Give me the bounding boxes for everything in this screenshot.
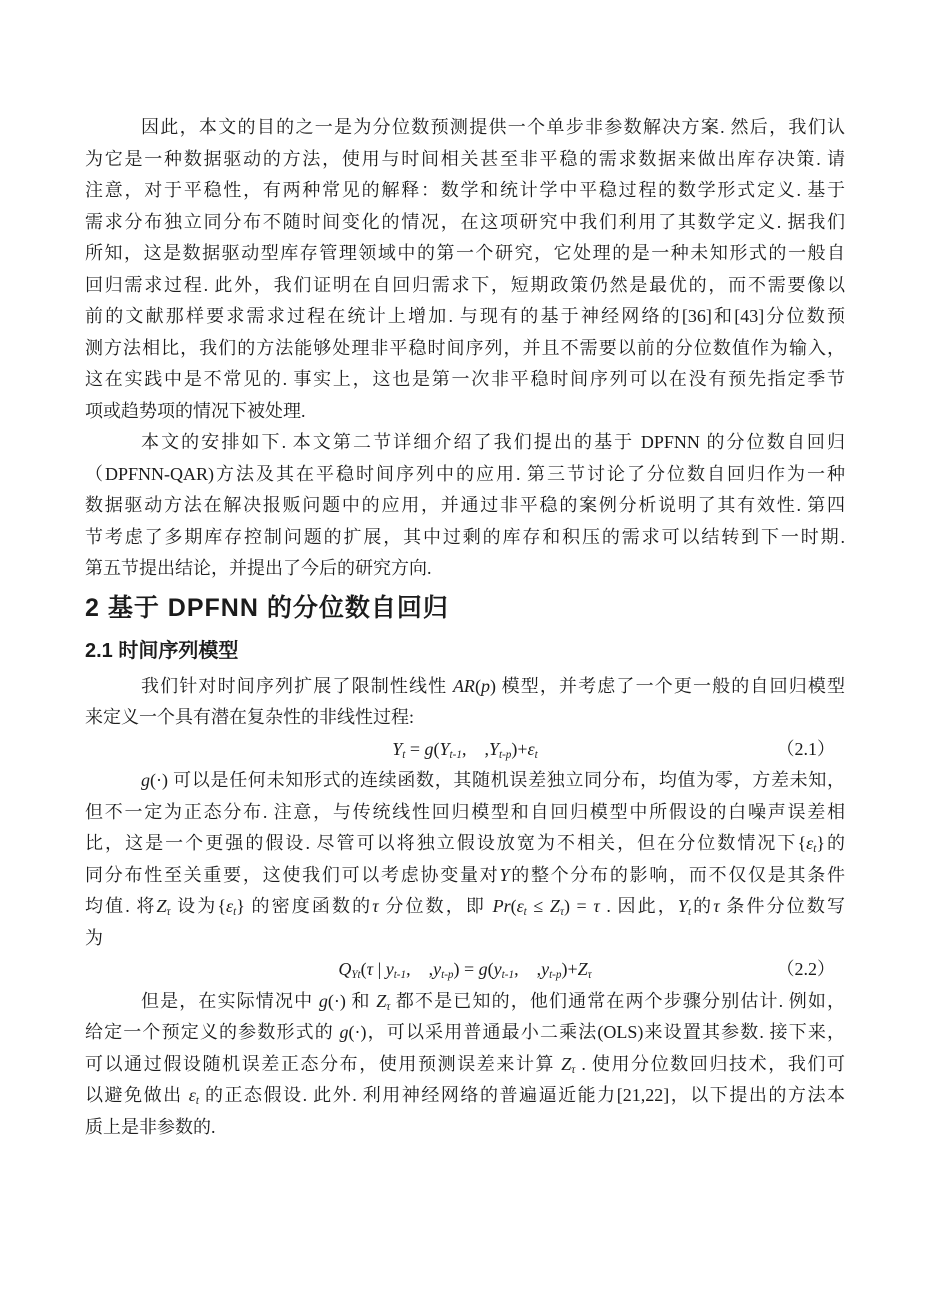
formula-2-1: $Y_t = g(Y_{t-1}$, $,Y_{t-p})+\varepsilon_t$ <box>392 738 538 761</box>
text-line: （DPFNN-QAR)方法及其在平稳时间序列中的应用. 第三节讨论了分位数自回归作为一种 <box>85 463 845 484</box>
formula-2-2: $Q_{Yt}(\tau$ | $y_{t-1}$, $,y_{t-p}) = g(y_{t-1}$, $,y_{t-p})+Z_\tau$ <box>338 959 592 982</box>
text-line: 以避免做出 $\varepsilon_t$ 的正态假设. 此外. 利用神经网络的普遍逼近能力[21,22]，以下提出的方法本 <box>85 1085 845 1108</box>
text-line: 比，这是一个更强的假设. 尽管可以将独立假设放宽为不相关，但在分位数情况下$\{\varepsilon_t\}$的 <box>85 833 846 856</box>
paragraph-model-intro <box>85 671 845 734</box>
text-line: 测方法相比，我们的方法能够处理非平稳时间序列，并且不需要以前的分位数值作为输入， <box>85 337 845 358</box>
text-line: 项或趋势项的情况下被处理. <box>85 400 306 421</box>
paragraph-estimation <box>85 986 845 1144</box>
text-line: 前的文献那样要求需求过程在统计上增加. 与现有的基于神经网络的[36]和[43]分位数预 <box>85 306 845 326</box>
paragraph-g-function <box>85 765 845 954</box>
text-line: 第五节提出结论，并提出了今后的研究方向. <box>85 558 432 578</box>
text-line: 来定义一个具有潜在复杂性的非线性过程: <box>85 707 414 727</box>
paragraph-outline <box>85 427 845 585</box>
paragraph-purpose <box>85 112 845 427</box>
text-line: 为 <box>85 927 103 948</box>
text-line: 可以通过假设随机误差正态分布，使用预测误差来计算 $Z_\tau$ . 使用分位数回归技术，我们可 <box>85 1053 845 1076</box>
section-heading: 2 基于 DPFNN 的分位数自回归 <box>85 593 449 622</box>
text-line: 需求分布独立同分布不随时间变化的情况，在这项研究中我们利用了其数学定义. 据我们 <box>85 211 845 232</box>
text-line: 这在实践中是不常见的. 事实上，这也是第一次非平稳时间序列可以在没有预先指定季节 <box>85 369 845 389</box>
text-line: 所知，这是数据驱动型库存管理领域中的第一个研究，它处理的是一种未知形式的一般自 <box>85 243 845 263</box>
text-line: 给定一个预定义的参数形式的 g(·)，可以采用普通最小二乘法(OLS)来设置其参数. 接下来， <box>85 1022 845 1042</box>
text-line: 回归需求过程. 此外，我们证明在自回归需求下，短期政策仍然是最优的，而不需要像以 <box>85 274 845 295</box>
subsection-heading: 2.1 时间序列模型 <box>85 639 239 662</box>
text-line: 我们针对时间序列扩展了限制性线性 AR(p) 模型，并考虑了一个更一般的自回归模型 <box>141 675 846 696</box>
equation-number-2-1: （2.1） <box>776 738 835 759</box>
text-line: 同分布性至关重要，这使我们可以考虑协变量对Y的整个分布的影响，而不仅仅是其条件 <box>85 864 846 885</box>
text-line: 均值. 将$Z_\tau$ 设为$\{\varepsilon_t\}$ 的密度函数的τ 分位数，即 $Pr(\varepsilon_t \le Z_\tau) = \tau$ . 因此，$Y_t$的τ 条件分位数写 <box>85 896 845 919</box>
text-line: 为它是一种数据驱动的方法，使用与时间相关甚至非平稳的需求数据来做出库存决策. 请 <box>85 148 845 169</box>
equation-2-2 <box>85 954 845 986</box>
text-line: 本文的安排如下. 本文第二节详细介绍了我们提出的基于 DPFNN 的分位数自回归 <box>141 432 845 452</box>
text-line: 节考虑了多期库存控制问题的扩展，其中过剩的库存和积压的需求可以结转到下一时期. <box>85 526 845 547</box>
text-line: 但不一定为正态分布. 注意，与传统线性回归模型和自回归模型中所假设的白噪声误差相 <box>85 801 845 822</box>
equation-2-1 <box>85 734 845 766</box>
text-line: 注意，对于平稳性，有两种常见的解释：数学和统计学中平稳过程的数学形式定义. 基于 <box>85 180 845 200</box>
text-line: 但是，在实际情况中 g(·) 和 $Z_\tau$ 都不是已知的，他们通常在两个步骤分别估计. 例如， <box>141 990 846 1013</box>
text-line: 数据驱动方法在解决报贩问题中的应用，并通过非平稳的案例分析说明了其有效性. 第四 <box>85 495 845 515</box>
equation-number-2-2: （2.2） <box>776 959 835 979</box>
text-line: 质上是非参数的. <box>85 1116 216 1137</box>
text-line: 因此，本文的目的之一是为分位数预测提供一个单步非参数解决方案. 然后，我们认 <box>141 117 845 137</box>
text-line: g(·) 可以是任何未知形式的连续函数，其随机误差独立同分布，均值为零，方差未知， <box>141 770 845 790</box>
